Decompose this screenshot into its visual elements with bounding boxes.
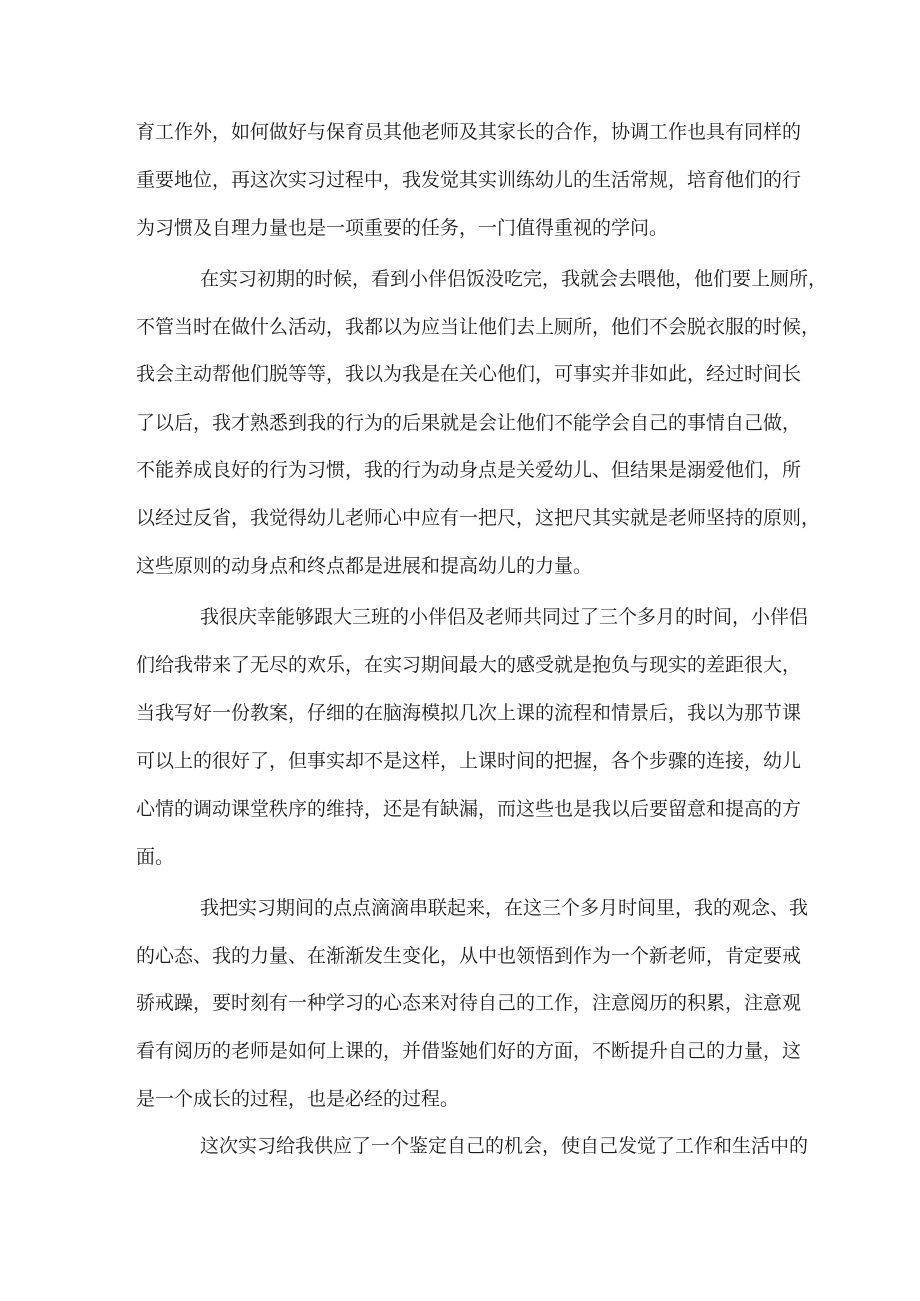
paragraph-2-line-7: 这些原则的动身点和终点都是进展和提高幼儿的力量。 [136, 555, 593, 577]
paragraph-2-line-1: 在实习初期的时候，看到小伴侣饭没吃完，我就会去喂他，他们要上厕所， [200, 268, 828, 290]
paragraph-3-line-3: 当我写好一份教案，仔细的在脑海模拟几次上课的流程和情景后，我以为那节课 [136, 702, 802, 724]
paragraph-4-line-5: 是一个成长的过程，也是必经的过程。 [136, 1088, 460, 1110]
paragraph-2-line-4: 了以后，我才熟悉到我的行为的后果就是会让他们不能学会自己的事情自己做， [136, 412, 802, 434]
paragraph-1-line-2: 重要地位，再这次实习过程中，我发觉其实训练幼儿的生活常规，培育他们的行 [136, 169, 802, 191]
paragraph-3-line-5: 心情的调动课堂秩序的维持，还是有缺漏，而这些也是我以后要留意和提高的方 [136, 798, 802, 820]
paragraph-4-line-2: 的心态、我的力量、在渐渐发生变化，从中也领悟到作为一个新老师，肯定要戒 [136, 945, 802, 967]
paragraph-3-line-6: 面。 [136, 846, 175, 868]
paragraph-3-line-4: 可以上的很好了，但事实却不是这样，上课时间的把握，各个步骤的连接，幼儿 [136, 750, 802, 772]
paragraph-2-line-3: 我会主动帮他们脱等等，我以为我是在关心他们，可事实并非如此，经过时间长 [136, 363, 802, 385]
paragraph-3-line-2: 们给我带来了无尽的欢乐，在实习期间最大的感受就是抱负与现实的差距很大， [136, 654, 802, 676]
paragraph-2-line-2: 不管当时在做什么活动，我都以为应当让他们去上厕所，他们不会脱衣服的时候， [136, 316, 821, 338]
paragraph-1-line-1: 育工作外，如何做好与保育员其他老师及其家长的合作，协调工作也具有同样的 [136, 121, 802, 143]
paragraph-3-line-1: 我很庆幸能够跟大三班的小伴侣及老师共同过了三个多月的时间，小伴侣 [200, 606, 809, 628]
paragraph-4-line-4: 看有阅历的老师是如何上课的，并借鉴她们好的方面，不断提升自己的力量，这 [136, 1040, 802, 1062]
paragraph-1-line-3: 为习惯及自理力量也是一项重要的任务，一门值得重视的学问。 [136, 217, 669, 239]
paragraph-2-line-5: 不能养成良好的行为习惯，我的行为动身点是关爱幼儿、但结果是溺爱他们，所 [136, 459, 802, 481]
paragraph-5-line-1: 这次实习给我供应了一个鉴定自己的机会，使自己发觉了工作和生活中的 [200, 1135, 809, 1157]
paragraph-4-line-3: 骄戒躁，要时刻有一种学习的心态来对待自己的工作，注意阅历的积累，注意观 [136, 992, 802, 1014]
paragraph-2-line-6: 以经过反省，我觉得幼儿老师心中应有一把尺，这把尺其实就是老师坚持的原则， [136, 507, 821, 529]
paragraph-4-line-1: 我把实习期间的点点滴滴串联起来，在这三个多月时间里，我的观念、我 [200, 897, 809, 919]
